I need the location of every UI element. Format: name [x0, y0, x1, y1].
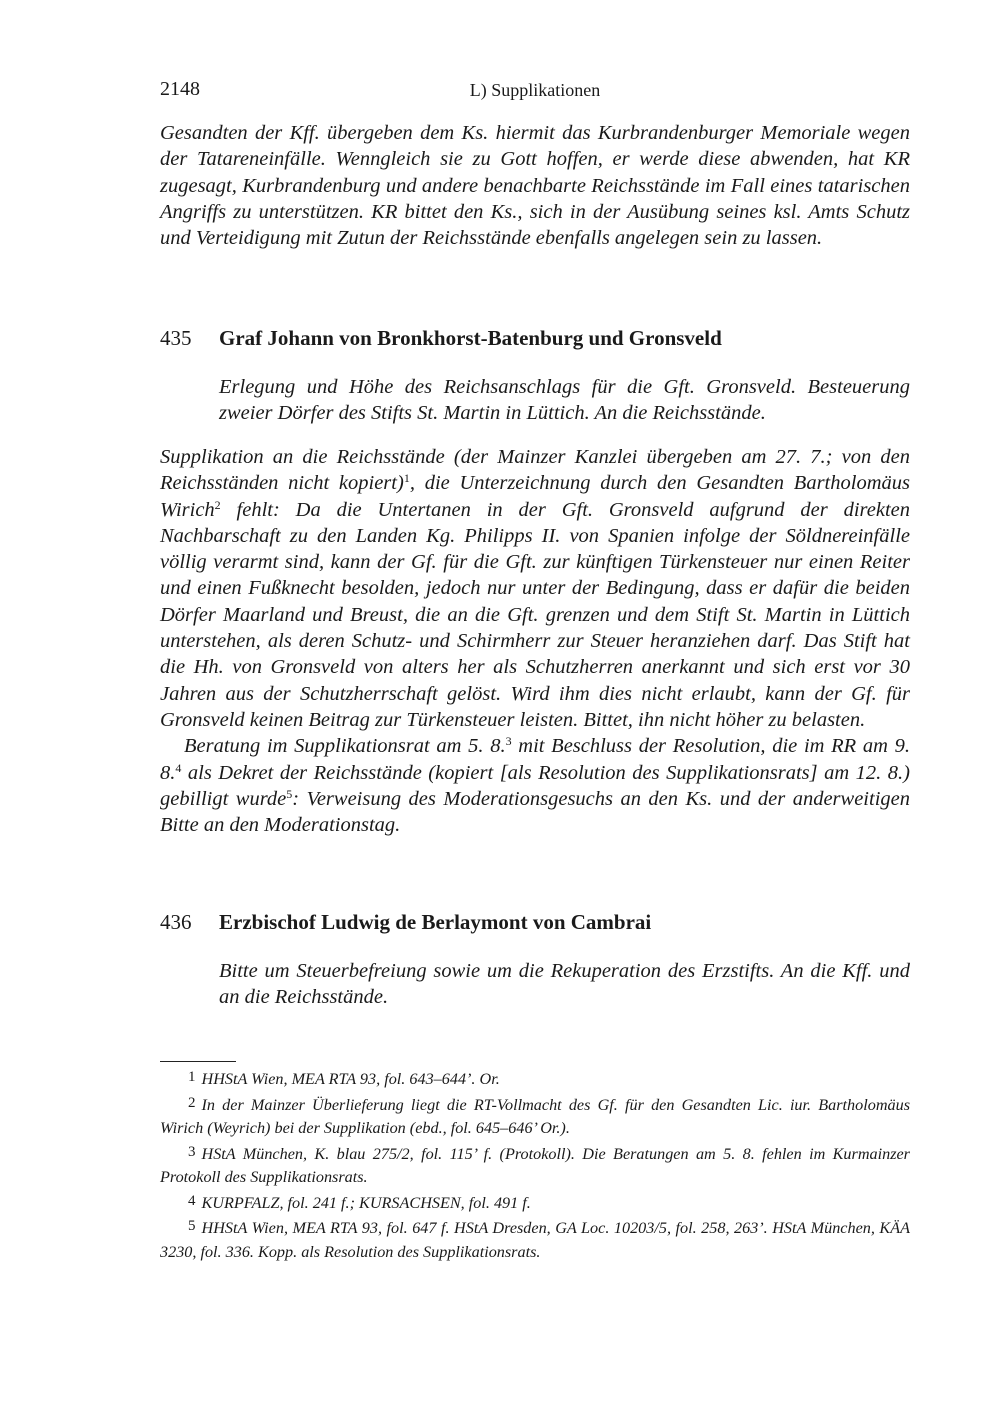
footnote-5: 5 HHStA Wien, MEA RTA 93, fol. 647 f. HStA Dresden, GA Loc. 10203/5, fol. 258, 263’. HStA München, KÄA 3230, fol. 336. Kopp. als Resolution des Supplikationsrats. [160, 1218, 910, 1261]
document-title: Graf Johann von Bronkhorst-Batenburg und Gronsveld [219, 326, 722, 350]
body-paragraph: Supplikation an die Reichsstände (der Mainzer Kanzlei übergeben am 27. 7.; von den Reichsständen nicht kopiert)$^1$, die Unterzeichnung durch den Gesandten Bartholomäus Wirich$^2$ fehlt: Da die Untertanen in der Gft. Gronsveld aufgrund der direkten Nachbarschaft zu den Landen Kg. Philipps II. von Spanien infolge der Söldnereinfälle völlig verarmt sind, kann der Gf. für die Gft. zur künftigen Türkensteuer nur einen Reiter und einen Fußknecht besolden, jedoch nur unter der Bedingung, dass er dafür die beiden Dörfer Maarland und Breust, die an die Gft. grenzen und dem Stift St. Martin in Lüttich unterstehen, als deren Schutz- und Schirmherr zur Steuer heranziehen darf. Das Stift hat die Hh. von Gronsveld von alters her als Schutzherren anerkannt und sich erst vor 30 Jahren aus der Schutzherrschaft gelöst. Wird ihm dies nicht erlaubt, kann der Gf. für Gronsveld keinen Beitrag zur Türkensteuer leisten. Bittet, ihn nicht höher zu belasten. [160, 446, 910, 731]
document-number: 436 [160, 910, 192, 934]
footnote-1: 1 HHStA Wien, MEA RTA 93, fol. 643–644’. Or. [188, 1069, 500, 1088]
running-head [160, 78, 910, 106]
page-number: 2148 [160, 78, 200, 100]
document-body [160, 444, 910, 838]
section-title: L) Supplikationen [469, 80, 601, 100]
document-heading-436 [160, 910, 910, 935]
footnotes [160, 1066, 910, 1264]
footnote-ref[interactable]: 3 [505, 734, 512, 749]
document-regest: Erlegung und Höhe des Reichsanschlags für die Gft. Gronsveld. Besteuerung zweier Dörfer des Stifts St. Martin in Lüttich. An die Reichsstände. [219, 376, 910, 425]
footnote-ref[interactable]: 4 [175, 760, 182, 775]
document-title: Erzbischof Ludwig de Berlaymont von Cambrai [219, 910, 652, 934]
footnote-3: 3 HStA München, K. blau 275/2, fol. 115’ f. (Protokoll). Die Beratungen am 5. 8. fehlen im Kurmainzer Protokoll des Supplikationsrats. [160, 1143, 910, 1186]
footnote-ref[interactable]: 2 [214, 497, 221, 512]
footnote-2: 2 In der Mainzer Überlieferung liegt die RT-Vollmacht des Gf. für den Gesandten Lic. iur. Bartholomäus Wirich (Weyrich) bei der Supplikation (ebd., fol. 645–646’ Or.). [160, 1094, 910, 1137]
footnote-ref[interactable]: 1 [403, 471, 410, 486]
footnote-4: 4 KURPFALZ, fol. 241 f.; KURSACHSEN, fol. 491 f. [188, 1192, 531, 1212]
body-paragraph: Beratung im Supplikationsrat am 5. 8.$^3$ mit Beschluss der Resolution, die im RR am 9. 8.$^4$ als Dekret der Reichsstände (kopiert [als Resolution des Supplikationsrats] am 12. 8.) gebilligt wurde$^5$: Verweisung des Moderationsgesuchs an den Ks. und der anderweitigen Bitte an den Moderationstag. [160, 734, 911, 837]
intro-paragraph: Gesandten der Kff. übergeben dem Ks. hiermit das Kurbrandenburger Memoriale wegen der Tatareneinfälle. Wenngleich sie zu Gott hoffen, er werde diese abwenden, hat KR zugesagt, Kurbrandenburg und andere benachbarte Reichsstände im Fall eines tatarischen Angriffs zu unterstützen. KR bittet den Ks., sich in der Ausübung seines ksl. Amts Schutz und Verteidigung mit Zutun der Reichsstände ebenfalls angelegen sein zu lassen. [160, 122, 910, 250]
document-heading-435 [160, 326, 910, 351]
document-number: 435 [160, 326, 192, 350]
document-regest: Bitte um Steuerbefreiung sowie um die Rekuperation des Erzstifts. An die Kff. und an die Reichsstände. [219, 960, 910, 1009]
footnote-rule [160, 1061, 236, 1062]
footnote-ref[interactable]: 5 [286, 786, 293, 801]
